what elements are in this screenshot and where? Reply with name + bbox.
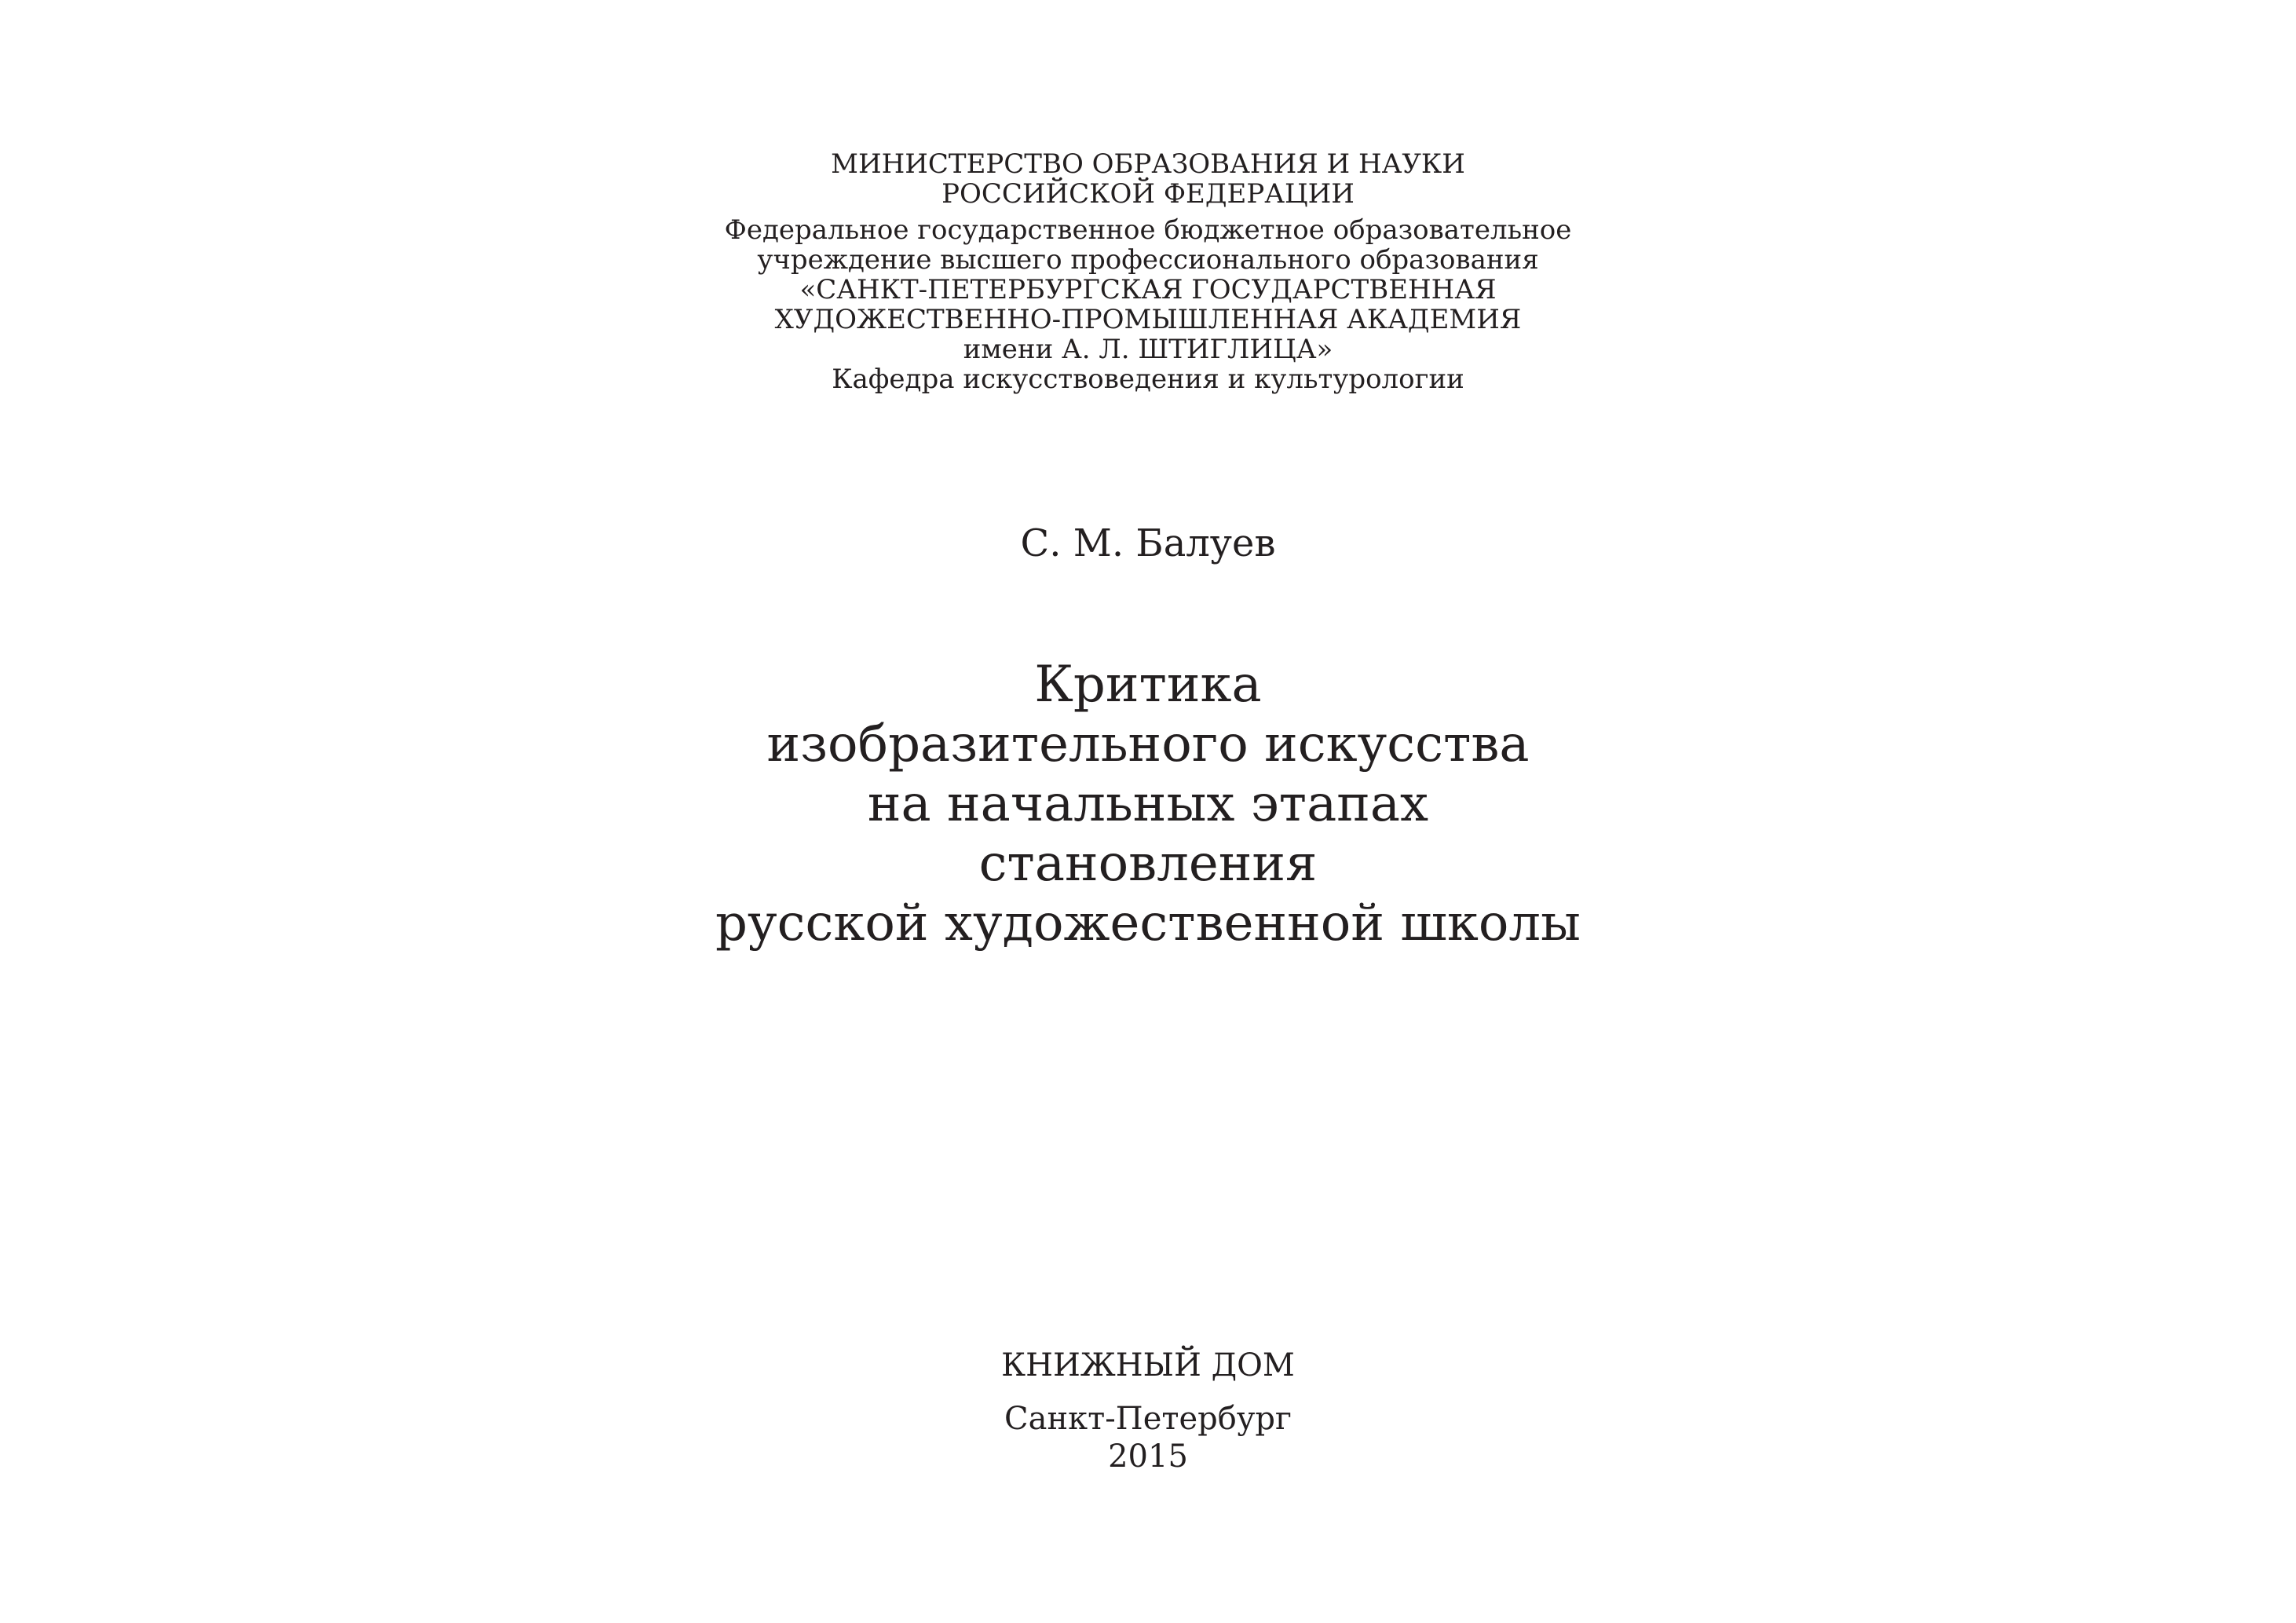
book-title bbox=[0, 655, 2296, 953]
institution-line: «САНКТ-ПЕТЕРБУРГСКАЯ ГОСУДАРСТВЕННАЯ bbox=[799, 274, 1497, 305]
publisher-name: КНИЖНЫЙ ДОМ bbox=[1001, 1347, 1295, 1384]
author-name bbox=[0, 521, 2296, 565]
title-line: Критика bbox=[1034, 656, 1262, 714]
publisher-spacer bbox=[0, 1384, 2296, 1400]
author-text: С. М. Балуев bbox=[1020, 521, 1276, 565]
title-line: русской художественной школы bbox=[715, 894, 1581, 952]
title-line: изобразительного искусства bbox=[766, 715, 1530, 773]
institution-line: имени А. Л. ШТИГЛИЦА» bbox=[963, 334, 1333, 365]
title-line: становления bbox=[978, 835, 1318, 893]
ministry-line: МИНИСТЕРСТВО ОБРАЗОВАНИЯ И НАУКИ bbox=[831, 148, 1465, 180]
publisher-city: Санкт-Петербург bbox=[1004, 1401, 1292, 1437]
publisher-block bbox=[0, 1347, 2296, 1475]
ministry-line: РОССИЙСКОЙ ФЕДЕРАЦИИ bbox=[941, 178, 1355, 210]
institution-line: Федеральное государственное бюджетное образовательное bbox=[724, 214, 1572, 246]
institution-line: ХУДОЖЕСТВЕННО-ПРОМЫШЛЕННАЯ АКАДЕМИЯ bbox=[774, 304, 1522, 335]
institution-header bbox=[0, 149, 2296, 394]
institution-line: учреждение высшего профессионального образования bbox=[757, 244, 1539, 276]
publication-year: 2015 bbox=[1108, 1438, 1188, 1475]
title-line: на начальных этапах bbox=[867, 775, 1429, 833]
department-line: Кафедра искусствоведения и культурологии bbox=[832, 364, 1464, 395]
